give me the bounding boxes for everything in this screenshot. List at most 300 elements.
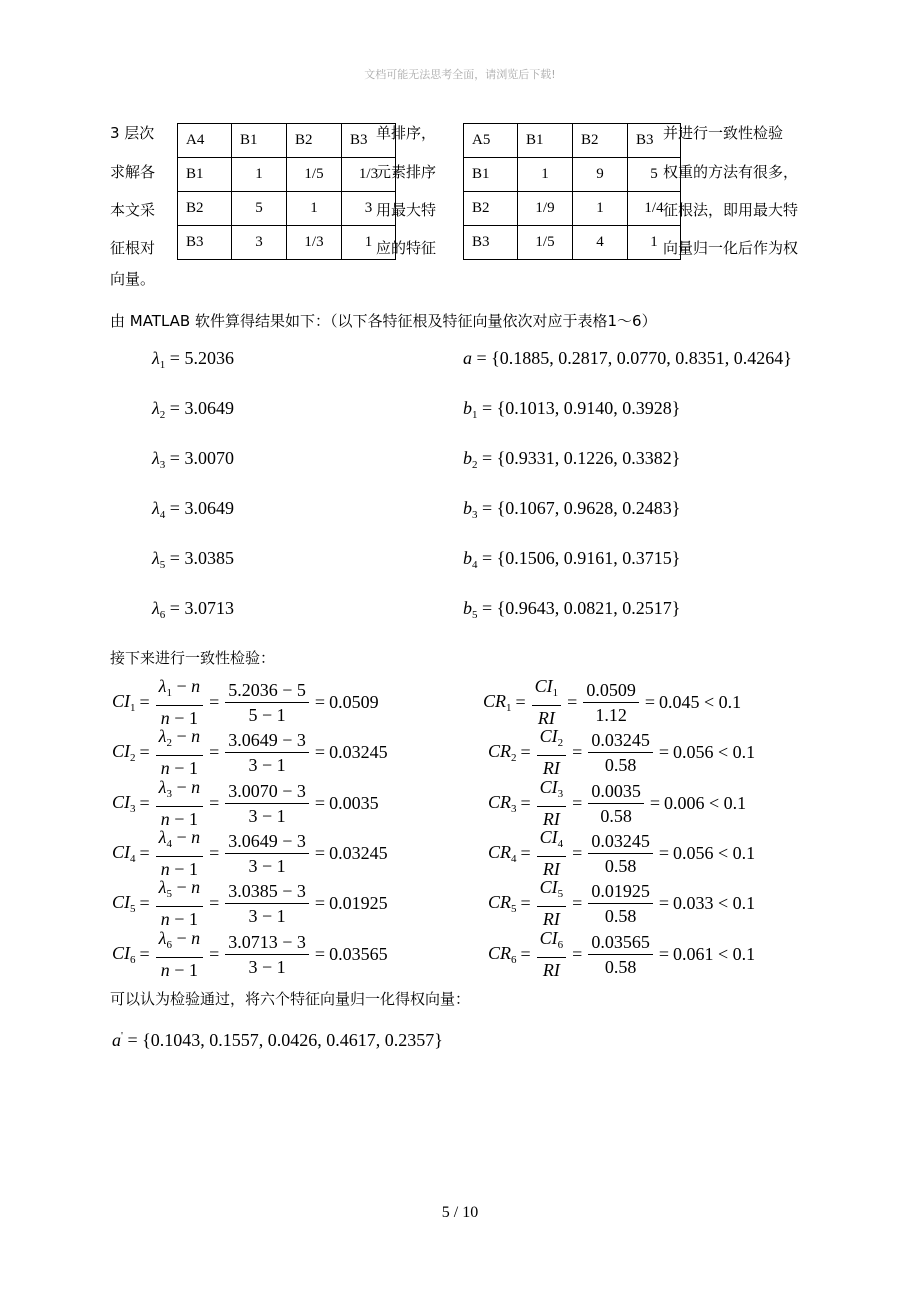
eigenvector-row	[463, 348, 792, 371]
ci-numerator-value: 5.2036 − 5	[228, 679, 306, 700]
lambda-index: 1	[159, 359, 166, 371]
ci-index: 5	[557, 888, 564, 900]
ci-formula	[112, 675, 379, 729]
watermark: 文档可能无法思考全面，请浏览后下载!	[364, 68, 556, 81]
equals-sign: =	[314, 741, 326, 762]
lambda-index: 6	[166, 939, 172, 951]
matrix-cell: B2	[287, 124, 342, 158]
intro-right-line: 权重的方法有很多，	[663, 163, 799, 181]
cr-numerator-value: 0.03565	[591, 931, 650, 952]
cr-denominator-value: 1.12	[595, 704, 627, 725]
vector-symbol: b	[463, 548, 472, 568]
math-var: n	[191, 877, 201, 897]
matrix-cell: 1/3	[342, 158, 396, 192]
lambda-symbol: λ	[152, 498, 160, 518]
eigenvector-row	[463, 598, 680, 621]
ci-index: 4	[130, 852, 136, 865]
ci-index: 2	[557, 737, 564, 749]
fraction-numerator	[156, 776, 203, 807]
ci-label	[112, 792, 136, 815]
ci-result: 0.01925	[329, 892, 388, 913]
matrix-cell: 5	[232, 192, 287, 226]
equals-sign: =	[139, 741, 150, 762]
ci-symbol: CI	[539, 928, 558, 948]
matrix-row	[178, 192, 396, 226]
matrix-row	[178, 158, 396, 192]
math-var: n	[160, 809, 170, 829]
lambda-symbol: λ	[152, 398, 160, 418]
matrix-cell: 4	[573, 226, 628, 260]
lambda-index: 5	[166, 888, 172, 900]
cr-formula	[488, 876, 755, 930]
fraction-numerator	[583, 679, 639, 703]
fraction	[225, 830, 309, 877]
equals-sign: =	[572, 792, 583, 813]
ci-denominator-value: 3 − 1	[248, 754, 286, 775]
math-text: − 1	[169, 909, 198, 929]
equals-sign: =	[572, 943, 583, 964]
cr-formula	[488, 826, 755, 880]
vector-symbol: b	[463, 598, 472, 618]
ri-symbol: RI	[542, 909, 560, 929]
ci-index: 6	[130, 953, 136, 966]
matrix-cell: A5	[464, 124, 518, 158]
vector-value: {0.1506, 0.9161, 0.3715}	[496, 548, 681, 568]
vector-value: {0.1013, 0.9140, 0.3928}	[496, 398, 681, 418]
fraction	[156, 826, 203, 880]
cr-index: 2	[511, 751, 517, 764]
fraction-numerator	[225, 780, 309, 804]
lambda-index: 2	[166, 737, 172, 749]
equals-sign: =	[139, 892, 150, 913]
lambda-symbol: λ	[158, 777, 167, 797]
eigenvalue-row	[152, 498, 234, 521]
equals-sign: =	[477, 398, 497, 418]
eigenvalue-row	[152, 598, 234, 621]
ci-numerator-value: 3.0385 − 3	[228, 880, 306, 901]
fraction-numerator	[225, 830, 309, 854]
ci-result: 0.0035	[329, 792, 379, 813]
matrix-cell: A4	[178, 124, 232, 158]
fraction	[225, 780, 309, 827]
matrix-cell: 1/4	[628, 192, 681, 226]
lambda-index: 2	[159, 409, 166, 421]
intro-left-line: 征根对	[110, 239, 156, 257]
equals-sign: =	[520, 792, 531, 813]
ci-label	[112, 691, 136, 714]
vector-index: 4	[472, 559, 478, 571]
math-text: −	[171, 877, 192, 897]
matrix-cell: B1	[464, 158, 518, 192]
ci-symbol: CI	[112, 841, 130, 862]
equals-sign: =	[520, 741, 531, 762]
ci-numerator-value: 3.0649 − 3	[228, 830, 306, 851]
vector-value: {0.9643, 0.0821, 0.2517}	[496, 598, 681, 618]
cr-index: 4	[511, 852, 517, 865]
math-var: n	[160, 758, 170, 778]
math-text: − 1	[169, 758, 198, 778]
equals-sign: =	[165, 398, 185, 418]
equals-sign: =	[139, 943, 150, 964]
fraction	[156, 725, 203, 779]
cr-formula	[488, 927, 755, 981]
matrix-cell: 1	[232, 158, 287, 192]
math-var: n	[191, 777, 201, 797]
fraction-numerator	[588, 780, 644, 804]
equals-sign: =	[572, 892, 583, 913]
equals-sign: =	[209, 691, 220, 712]
fraction-denominator	[225, 703, 309, 726]
matrix-cell: B3	[342, 124, 396, 158]
vector-value: {0.1067, 0.9628, 0.2483}	[496, 498, 681, 518]
lambda-index: 3	[159, 459, 166, 471]
ci-numerator-value: 3.0713 − 3	[228, 931, 306, 952]
consistency-intro: 接下来进行一致性检验：	[110, 649, 276, 667]
math-var: n	[160, 708, 170, 728]
lambda-index: 5	[159, 559, 166, 571]
fraction-numerator	[588, 729, 653, 753]
ci-denominator-value: 3 − 1	[248, 956, 286, 977]
lambda-symbol: λ	[158, 928, 167, 948]
equals-sign: =	[314, 691, 326, 712]
cr-numerator-value: 0.0509	[586, 679, 636, 700]
matrix-cell: B1	[518, 124, 573, 158]
math-text: − 1	[169, 960, 198, 980]
eigenvalue-value: 5.2036	[184, 348, 234, 368]
fraction-denominator	[588, 753, 653, 776]
ci-denominator-value: 3 − 1	[248, 905, 286, 926]
math-text: −	[171, 676, 192, 696]
ci-formula	[112, 927, 388, 981]
fraction-denominator	[588, 854, 653, 877]
matrix-cell: 1	[287, 192, 342, 226]
fraction	[588, 931, 653, 978]
final-vector-symbol: a	[112, 1030, 121, 1050]
equals-sign: =	[314, 892, 326, 913]
cr-index: 6	[511, 953, 517, 966]
ci-symbol: CI	[112, 791, 130, 812]
vector-symbol: b	[463, 498, 472, 518]
matrix-cell: 3	[342, 192, 396, 226]
cr-denominator-value: 0.58	[604, 956, 637, 977]
math-var: n	[191, 827, 201, 847]
fraction-denominator	[588, 904, 653, 927]
ci-formula	[112, 776, 379, 830]
cr-result: 0.056 < 0.1	[672, 842, 756, 863]
fraction	[532, 675, 562, 729]
fraction-denominator	[537, 958, 567, 981]
matrix-cell: B2	[573, 124, 628, 158]
fraction-numerator	[156, 675, 203, 706]
ci-symbol: CI	[539, 726, 558, 746]
equals-sign: =	[314, 792, 326, 813]
ci-index: 4	[557, 838, 564, 850]
intro-right-line: 并进行一致性检验	[663, 124, 784, 142]
lambda-index: 3	[166, 788, 172, 800]
matrix-cell: 1	[628, 226, 681, 260]
fraction-numerator	[537, 776, 567, 807]
intro-middle-line: 单排序，	[376, 124, 437, 142]
lambda-index: 1	[166, 687, 172, 699]
ci-symbol: CI	[112, 891, 130, 912]
ci-denominator-value: 3 − 1	[248, 805, 286, 826]
cr-result: 0.033 < 0.1	[672, 892, 756, 913]
ci-denominator-value: 3 − 1	[248, 855, 286, 876]
matrix-cell: B3	[178, 226, 232, 260]
matrix-table-a5	[463, 123, 681, 260]
vector-value: {0.1885, 0.2817, 0.0770, 0.8351, 0.4264}	[491, 348, 792, 368]
fraction	[537, 876, 567, 930]
fraction-numerator	[156, 876, 203, 907]
cr-symbol: CR	[483, 690, 507, 711]
ci-formula	[112, 826, 388, 880]
matrix-row	[464, 158, 681, 192]
matlab-line: 由 MATLAB 软件算得结果如下：（以下各特征根及特征向量依次对应于表格1～6）	[110, 312, 657, 330]
equals-sign: =	[139, 792, 150, 813]
vector-index: 2	[472, 459, 478, 471]
cr-result: 0.006 < 0.1	[663, 792, 747, 813]
equals-sign: =	[658, 892, 669, 913]
equals-sign: =	[165, 548, 185, 568]
fraction-numerator	[588, 830, 653, 854]
fraction	[156, 776, 203, 830]
cr-symbol: CR	[488, 891, 512, 912]
fraction-numerator	[532, 675, 562, 706]
ci-index: 5	[130, 902, 136, 915]
fraction-denominator	[583, 703, 639, 726]
ci-symbol: CI	[539, 877, 558, 897]
math-text: −	[171, 928, 192, 948]
ci-label	[112, 943, 136, 966]
cr-result: 0.045 < 0.1	[658, 691, 742, 712]
cr-label	[488, 741, 517, 764]
ci-symbol: CI	[539, 827, 558, 847]
eigenvalue-row	[152, 348, 234, 371]
fraction-numerator	[588, 931, 653, 955]
equals-sign: =	[572, 741, 583, 762]
matrix-cell: 1/5	[287, 158, 342, 192]
equals-sign: =	[165, 498, 185, 518]
cr-label	[488, 943, 517, 966]
lambda-index: 4	[166, 838, 172, 850]
intro-middle-line: 元素排序	[376, 163, 437, 181]
intro-middle-line: 应的特征	[376, 239, 437, 257]
ci-label	[112, 892, 136, 915]
cr-result: 0.056 < 0.1	[672, 741, 756, 762]
equals-sign: =	[472, 348, 492, 368]
cr-symbol: CR	[488, 841, 512, 862]
fraction-numerator	[225, 880, 309, 904]
vector-symbol: b	[463, 398, 472, 418]
equals-sign: =	[127, 1030, 138, 1050]
math-var: n	[191, 676, 201, 696]
matrix-cell: 9	[573, 158, 628, 192]
cr-label	[488, 842, 517, 865]
vector-index: 1	[472, 409, 478, 421]
fraction-denominator	[156, 958, 203, 981]
matrix-row	[178, 226, 396, 260]
ci-index: 3	[130, 802, 136, 815]
cr-formula	[488, 725, 755, 779]
page-number: 5 / 10	[441, 1204, 479, 1221]
fraction-numerator	[156, 927, 203, 958]
ri-symbol: RI	[542, 859, 560, 879]
matrix-cell: B1	[232, 124, 287, 158]
fraction-numerator	[225, 729, 309, 753]
vector-value: {0.9331, 0.1226, 0.3382}	[496, 448, 681, 468]
equals-sign: =	[658, 741, 669, 762]
fraction-numerator	[225, 931, 309, 955]
matrix-cell: 1/3	[287, 226, 342, 260]
cr-numerator-value: 0.01925	[591, 880, 650, 901]
intro-right-line: 向量归一化后作为权	[663, 239, 799, 257]
equals-sign: =	[209, 943, 220, 964]
final-weight-vector	[112, 1030, 443, 1051]
equals-sign: =	[139, 842, 150, 863]
intro-right-line: 征根法，即用最大特	[663, 201, 799, 219]
fraction	[225, 880, 309, 927]
fraction-denominator	[225, 804, 309, 827]
fraction	[537, 776, 567, 830]
fraction-denominator	[225, 904, 309, 927]
final-vector-value: {0.1043, 0.1557, 0.0426, 0.4617, 0.2357}	[142, 1030, 443, 1050]
lambda-symbol: λ	[158, 676, 167, 696]
fraction-denominator	[588, 804, 644, 827]
intro-left-line: 求解各	[110, 163, 156, 181]
ci-result: 0.03245	[329, 842, 388, 863]
intro-middle-line: 用最大特	[376, 201, 437, 219]
equals-sign: =	[209, 792, 220, 813]
fraction-denominator	[225, 753, 309, 776]
lambda-symbol: λ	[152, 548, 160, 568]
cr-symbol: CR	[488, 791, 512, 812]
eigenvector-row	[463, 548, 680, 571]
math-var: n	[160, 909, 170, 929]
ci-symbol: CI	[112, 942, 130, 963]
ci-index: 1	[130, 701, 136, 714]
fraction	[588, 780, 644, 827]
cr-denominator-value: 0.58	[604, 855, 637, 876]
ci-index: 3	[557, 788, 564, 800]
math-var: n	[191, 726, 201, 746]
matrix-cell: B2	[464, 192, 518, 226]
fraction	[588, 830, 653, 877]
equals-sign: =	[658, 842, 669, 863]
cr-index: 3	[511, 802, 517, 815]
fraction-numerator	[537, 725, 567, 756]
matrix-cell: 1/5	[518, 226, 573, 260]
vector-symbol: a	[463, 348, 472, 368]
equals-sign: =	[520, 842, 531, 863]
final-vector-prime: '	[121, 1030, 123, 1042]
ci-label	[112, 842, 136, 865]
matrix-cell: 3	[232, 226, 287, 260]
fraction	[225, 729, 309, 776]
cr-numerator-value: 0.03245	[591, 729, 650, 750]
equals-sign: =	[644, 691, 655, 712]
lambda-symbol: λ	[152, 348, 160, 368]
equals-sign: =	[165, 448, 185, 468]
equals-sign: =	[520, 892, 531, 913]
cr-denominator-value: 0.58	[604, 905, 637, 926]
ci-numerator-value: 3.0649 − 3	[228, 729, 306, 750]
eigenvalue-value: 3.0713	[184, 598, 234, 618]
equals-sign: =	[139, 691, 150, 712]
equals-sign: =	[165, 348, 185, 368]
intro-left-line: 3 层次	[110, 124, 155, 142]
lambda-index: 4	[159, 509, 166, 521]
matrix-cell: B1	[178, 158, 232, 192]
fraction-denominator	[225, 854, 309, 877]
cr-denominator-value: 0.58	[604, 754, 637, 775]
fraction	[537, 927, 567, 981]
fraction	[156, 927, 203, 981]
ci-symbol: CI	[112, 740, 130, 761]
ci-formula	[112, 876, 388, 930]
matrix-row	[464, 124, 681, 158]
cr-index: 5	[511, 902, 517, 915]
ri-symbol: RI	[537, 708, 555, 728]
ri-symbol: RI	[542, 758, 560, 778]
fraction-numerator	[588, 880, 653, 904]
eigenvalue-row	[152, 398, 234, 421]
equals-sign: =	[165, 598, 185, 618]
cr-denominator-value: 0.58	[600, 805, 632, 826]
equals-sign: =	[477, 498, 497, 518]
fraction	[156, 675, 203, 729]
matrix-row	[178, 124, 396, 158]
matrix-cell: 1	[573, 192, 628, 226]
fraction	[537, 826, 567, 880]
lambda-symbol: λ	[158, 726, 167, 746]
math-text: −	[171, 827, 192, 847]
lambda-symbol: λ	[152, 448, 160, 468]
cr-label	[488, 792, 517, 815]
equals-sign: =	[209, 842, 220, 863]
fraction-numerator	[225, 679, 309, 703]
fraction-numerator	[156, 826, 203, 857]
cr-symbol: CR	[488, 942, 512, 963]
ci-numerator-value: 3.0070 − 3	[228, 780, 306, 801]
equals-sign: =	[477, 548, 497, 568]
matrix-cell: 1	[518, 158, 573, 192]
lambda-index: 6	[159, 609, 166, 621]
lambda-symbol: λ	[158, 877, 167, 897]
matrix-cell: B2	[178, 192, 232, 226]
eigenvalue-row	[152, 448, 234, 471]
cr-formula	[488, 776, 746, 830]
fraction	[156, 876, 203, 930]
eigenvalue-value: 3.0649	[184, 398, 234, 418]
equals-sign: =	[477, 448, 497, 468]
ci-result: 0.03565	[329, 943, 388, 964]
cr-result: 0.061 < 0.1	[672, 943, 756, 964]
cr-label	[488, 892, 517, 915]
fraction	[583, 679, 639, 726]
equals-sign: =	[649, 792, 660, 813]
fraction-numerator	[537, 826, 567, 857]
eigenvalue-value: 3.0070	[184, 448, 234, 468]
conclusion-text: 可以认为检验通过，将六个特征向量归一化得权向量：	[110, 990, 471, 1008]
matrix-cell: B3	[464, 226, 518, 260]
math-text: − 1	[169, 809, 198, 829]
eigenvalue-row	[152, 548, 234, 571]
equals-sign: =	[209, 741, 220, 762]
eigenvector-row	[463, 498, 680, 521]
fraction	[588, 729, 653, 776]
fraction-numerator	[156, 725, 203, 756]
ci-denominator-value: 5 − 1	[248, 704, 286, 725]
